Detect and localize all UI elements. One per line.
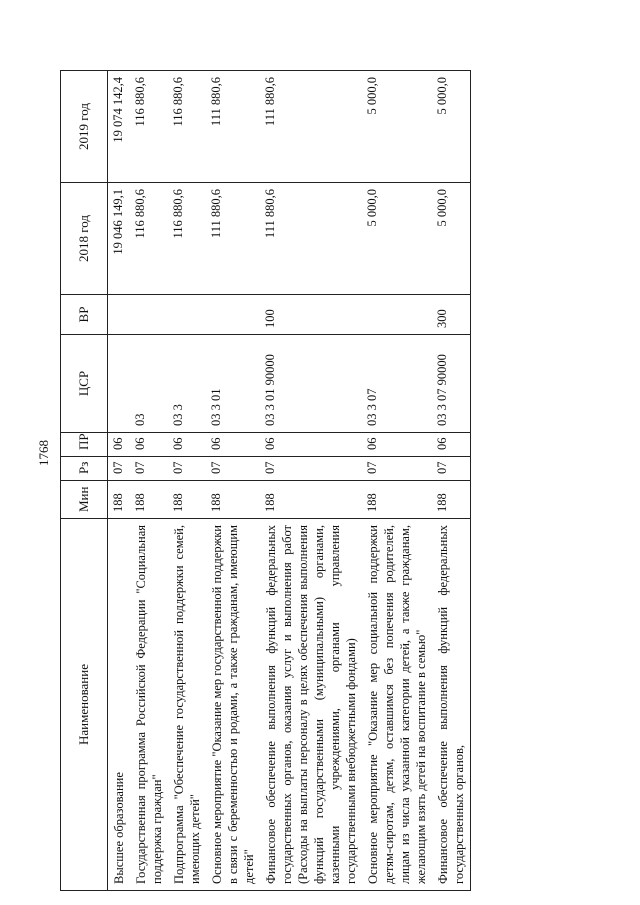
row-2018: 5 000,0 (432, 183, 471, 295)
row-csr: 03 (130, 335, 168, 433)
page-number: 1768 (36, 440, 51, 466)
row-2018: 5 000,0 (362, 183, 432, 295)
header-name: Наименование (61, 519, 108, 891)
row-name: Финансовое обеспечение выполнения функций федеральных государственных органов, (432, 519, 471, 891)
row-rz: 07 (108, 457, 131, 481)
row-2019: 19 074 142,4 (108, 71, 131, 183)
row-2018: 19 046 149,1 (108, 183, 131, 295)
row-csr: 03 3 (168, 335, 206, 433)
row-vr (206, 295, 260, 335)
row-2019: 111 880,6 (260, 71, 362, 183)
table-body (108, 71, 471, 891)
row-csr: 03 3 01 (206, 335, 260, 433)
row-name: Основное мероприятие "Оказание мер государственной поддержки в связи с беременностью и родами, а также гражданам, имеющим детей" (206, 519, 260, 891)
header-pr: ПР (61, 433, 108, 457)
header-csr: ЦСР (61, 335, 108, 433)
table-header-row (61, 71, 108, 891)
row-name: Подпрограмма "Обеспечение государственной поддержки семей, имеющих детей" (168, 519, 206, 891)
row-pr: 06 (260, 433, 362, 457)
row-vr (168, 295, 206, 335)
row-2018: 116 880,6 (130, 183, 168, 295)
row-2019: 111 880,6 (206, 71, 260, 183)
row-min: 188 (260, 481, 362, 519)
header-min: Мин (61, 481, 108, 519)
row-csr: 03 3 07 90000 (432, 335, 471, 433)
row-csr: 03 3 01 90000 (260, 335, 362, 433)
table-row (206, 71, 260, 891)
row-pr: 06 (130, 433, 168, 457)
row-pr: 06 (432, 433, 471, 457)
header-vr: ВР (61, 295, 108, 335)
row-rz: 07 (260, 457, 362, 481)
row-min: 188 (130, 481, 168, 519)
budget-table (60, 70, 471, 891)
row-2018: 111 880,6 (206, 183, 260, 295)
row-rz: 07 (362, 457, 432, 481)
row-2019: 116 880,6 (168, 71, 206, 183)
row-rz: 07 (130, 457, 168, 481)
row-name: Финансовое обеспечение выполнения функций федеральных государственных органов, оказания услуг и выполнения работ (Расходы на выплаты персоналу в целях обеспечения выполнения функций государственными (муниципальными) органами, казенными учреждениями, органами управления государственными внебюджетными фондами) (260, 519, 362, 891)
row-name: Государственная программа Российской Федерации "Социальная поддержка граждан" (130, 519, 168, 891)
row-pr: 06 (108, 433, 131, 457)
table-row (130, 71, 168, 891)
row-2019: 5 000,0 (432, 71, 471, 183)
row-min: 188 (362, 481, 432, 519)
row-name: Основное мероприятие "Оказание мер социальной поддержки детям-сиротам, детям, оставшимся без попечения родителей, лицам из числа указанной категории детей, а также гражданам, желающим взять детей на воспитание в семью" (362, 519, 432, 891)
row-pr: 06 (168, 433, 206, 457)
row-vr (108, 295, 131, 335)
row-name: Высшее образование (108, 519, 131, 891)
row-rz: 07 (432, 457, 471, 481)
row-pr: 06 (206, 433, 260, 457)
row-2019: 5 000,0 (362, 71, 432, 183)
row-vr (362, 295, 432, 335)
row-2019: 116 880,6 (130, 71, 168, 183)
table-row (108, 71, 131, 891)
row-2018: 116 880,6 (168, 183, 206, 295)
row-min: 188 (432, 481, 471, 519)
row-min: 188 (206, 481, 260, 519)
table-row (362, 71, 432, 891)
row-rz: 07 (206, 457, 260, 481)
header-2019: 2019 год (61, 71, 108, 183)
row-csr (108, 335, 131, 433)
header-2018: 2018 год (61, 183, 108, 295)
table-row (168, 71, 206, 891)
row-pr: 06 (362, 433, 432, 457)
table-row (260, 71, 362, 891)
row-min: 188 (168, 481, 206, 519)
row-vr: 300 (432, 295, 471, 335)
header-rz: Рз (61, 457, 108, 481)
table-row (432, 71, 471, 891)
row-csr: 03 3 07 (362, 335, 432, 433)
row-vr: 100 (260, 295, 362, 335)
row-min: 188 (108, 481, 131, 519)
row-rz: 07 (168, 457, 206, 481)
row-vr (130, 295, 168, 335)
row-2018: 111 880,6 (260, 183, 362, 295)
